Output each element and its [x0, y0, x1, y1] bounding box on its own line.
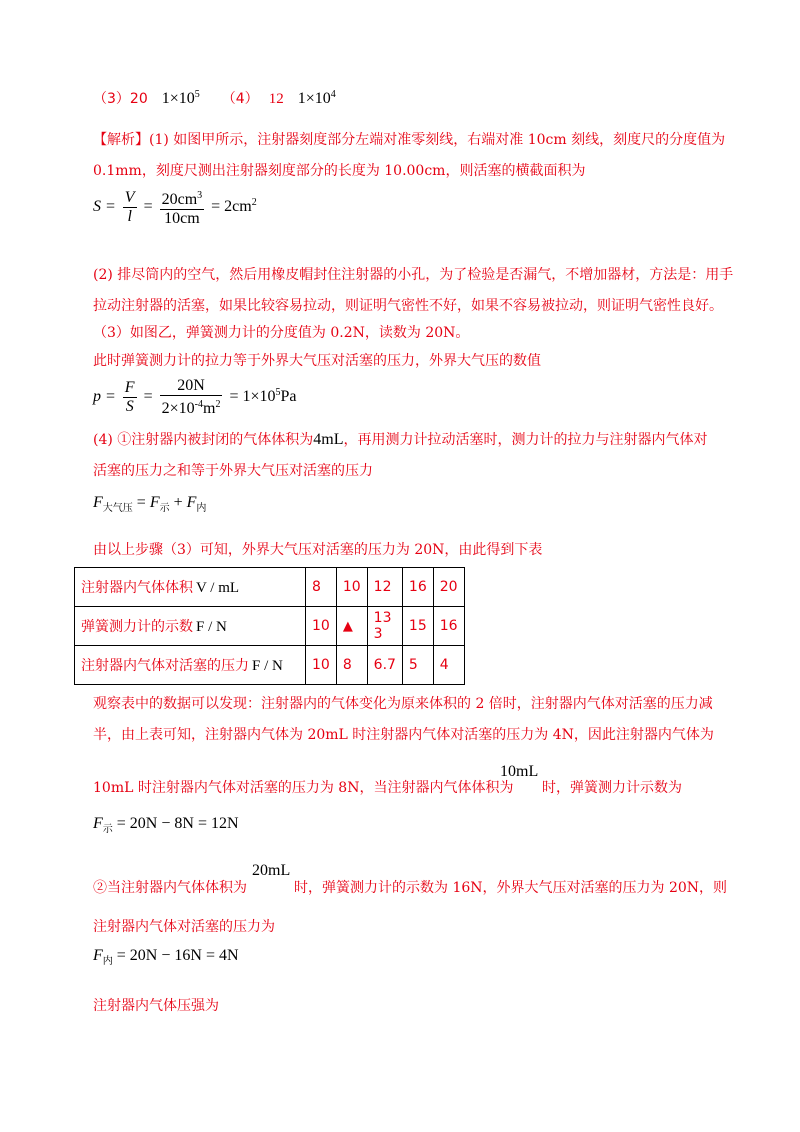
table-cell: 5 — [402, 646, 433, 685]
equation-area: p = $\frac{F}{S}$ = $\frac{20N}{2\times 10^{-4}m^2}$ = $1\times 10^5Pa$ — [93, 377, 297, 417]
table-cell: 16 — [402, 568, 433, 607]
table-cell: 10 — [336, 568, 367, 607]
analysis-line-2: 0.1mm，刻度尺测出注射器刻度部分的长度为 10.00cm，则活塞的横截面积为 — [93, 163, 586, 179]
table-cell: 20 — [433, 568, 464, 607]
volume-value: 10mL — [500, 763, 539, 780]
table-row — [75, 646, 465, 685]
q4-number: 12 — [268, 91, 284, 107]
paragraph-8-line-1-end: 时，弹簧测力计的示数为 16N，外界大气压对活塞的压力为 20N，则 — [294, 880, 728, 896]
fraction-f-over-s: $\frac{F}{S}$ — [124, 379, 135, 415]
q4-label: （4） — [221, 91, 259, 107]
table-cell: 10 — [306, 607, 337, 646]
answer-line — [93, 88, 336, 108]
equation-area: $F_内 = 20N - 16N = 4N$ — [93, 947, 239, 967]
table-cell: 13 3 — [367, 607, 402, 646]
paragraph-6-line-2: 半，由上表可知，注射器内气体为 20mL 时注射器内气体对活塞的压力为 4N，因此注射器内气体为 — [93, 727, 714, 743]
fraction-volume-over-length: $\frac{20cm^3}{10cm}$ — [160, 187, 205, 228]
table-row-label: 注射器内气体体积 V / mL — [75, 568, 306, 607]
paragraph-7-line: 10mL 时注射器内气体对活塞的压力为 8N，当注射器内气体体积为 — [93, 780, 514, 796]
paragraph-7-line-end: 时，弹簧测力计示数为 — [542, 780, 682, 796]
volume-value: 20mL — [252, 862, 291, 879]
fraction-v-over-l: $\frac{V}{l}$ — [124, 189, 135, 225]
table-row — [75, 568, 465, 607]
table-cell: 4 — [433, 646, 464, 685]
paragraph-4-line-1: (4) ①注射器内被封闭的气体体积为4mL，再用测力计拉动活塞时，测力计的拉力与注射器内气体对 — [93, 431, 708, 448]
equation-area: $F_{大气压} = F_示 + F_内$ — [93, 494, 207, 514]
analysis-line-1: 【解析】(1) 如图甲所示，注射器刻度部分左端对准零刻线，右端对准 10cm 刻线，刻度尺的分度值为 — [93, 132, 726, 148]
table-cell: 6.7 — [367, 646, 402, 685]
paragraph-4-line-2: 活塞的压力之和等于外界大气压对活塞的压力 — [93, 463, 373, 479]
q3-value: $1\times 10^5$ — [161, 89, 200, 107]
table-row — [75, 607, 465, 646]
paragraph-5: 由以上步骤（3）可知，外界大气压对活塞的压力为 20N，由此得到下表 — [93, 542, 543, 558]
paragraph-6-line-1: 观察表中的数据可以发现：注射器内的气体变化为原来体积的 2 倍时，注射器内气体对活塞的压力减 — [93, 696, 713, 712]
table-cell: 8 — [306, 568, 337, 607]
paragraph-2-line-1: (2) 排尽筒内的空气，然后用橡皮帽封住注射器的小孔，为了检验是否漏气，不增加器材，方法是：用手 — [93, 267, 734, 283]
q3-label: （3）20 — [93, 91, 148, 107]
paragraph-9: 注射器内气体压强为 — [93, 998, 219, 1014]
equation-area: $F_示 = 20N - 8N = 12N$ — [93, 815, 239, 835]
paragraph-8-line-2: 注射器内气体对活塞的压力为 — [93, 919, 275, 935]
analysis-tag: 【解析】 — [93, 132, 149, 148]
table-row-label: 注射器内气体对活塞的压力 F / N — [75, 646, 306, 685]
paragraph-3-line-2: 此时弹簧测力计的拉力等于外界大气压对活塞的压力，外界大气压的数值 — [93, 353, 541, 369]
missing-value-marker: ▲ — [336, 607, 367, 646]
paragraph-8-line-1: ②当注射器内气体体积为 — [93, 880, 247, 896]
q4-value: $1\times 10^4$ — [297, 89, 336, 107]
table-cell: 15 — [402, 607, 433, 646]
equation-area: S = $\frac{V}{l}$ = $\frac{20cm^3}{10cm}$ = $2cm^2$ — [93, 189, 257, 227]
table-cell: 16 — [433, 607, 464, 646]
table-cell: 10 — [306, 646, 337, 685]
paragraph-2-line-2: 拉动注射器的活塞，如果比较容易拉动，则证明气密性不好，如果不容易被拉动，则证明气密性良好。 — [93, 298, 723, 314]
table-row-label: 弹簧测力计的示数 F / N — [75, 607, 306, 646]
table-cell: 12 — [367, 568, 402, 607]
table-cell: 8 — [336, 646, 367, 685]
paragraph-3-line-1: （3）如图乙，弹簧测力计的分度值为 0.2N，读数为 20N。 — [93, 325, 470, 341]
data-table — [74, 567, 465, 685]
fraction-force-over-area: $\frac{20N}{2\times 10^{-4}m^2}$ — [161, 377, 221, 417]
